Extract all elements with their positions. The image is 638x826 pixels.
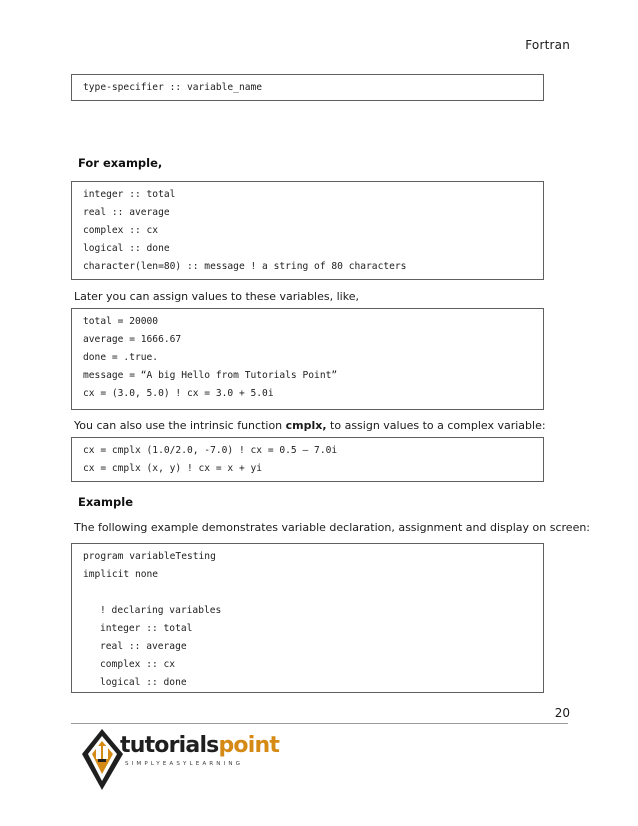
code-line: cx = (3.0, 5.0) ! cx = 3.0 + 5.0i bbox=[83, 388, 274, 399]
code-line: logical :: done bbox=[83, 243, 170, 254]
for-example-heading: For example, bbox=[78, 156, 163, 170]
code-line: complex :: cx bbox=[83, 225, 159, 236]
code-line: logical :: done bbox=[100, 677, 187, 688]
cmplx-intro-paragraph bbox=[74, 419, 546, 432]
code-line-syntax: type-specifier :: variable_name bbox=[83, 82, 263, 93]
code-line: done = .true. bbox=[83, 352, 159, 363]
logo-tagline: SIMPLYEASYLEARNING bbox=[125, 761, 244, 767]
code-line: integer :: total bbox=[83, 189, 176, 200]
cmplx-code-block bbox=[71, 437, 544, 482]
cmplx-intro-text-before: You can also use the intrinsic function bbox=[74, 419, 286, 432]
example-heading: Example bbox=[78, 495, 133, 509]
code-line: complex :: cx bbox=[100, 659, 176, 670]
program-code-block bbox=[71, 543, 544, 693]
example-intro-paragraph: The following example demonstrates variable declaration, assignment and display on screen: bbox=[74, 521, 591, 534]
code-line: average = 1666.67 bbox=[83, 334, 182, 345]
code-line-blank bbox=[83, 584, 543, 602]
code-line: ! declaring variables bbox=[100, 605, 222, 616]
cmplx-intro-bold: cmplx, bbox=[285, 419, 327, 432]
code-line: message = “A big Hello from Tutorials Point” bbox=[83, 370, 338, 381]
assignments-code-block bbox=[71, 308, 544, 410]
cmplx-intro-text-after: to assign values to a complex variable: bbox=[326, 419, 546, 432]
logo-wordmark-part2: point bbox=[218, 733, 280, 758]
logo-wordmark-part1: tutorials bbox=[120, 733, 219, 758]
page-header-title: Fortran bbox=[525, 38, 570, 52]
assign-intro-paragraph: Later you can assign values to these variables, like, bbox=[74, 290, 359, 303]
code-line: total = 20000 bbox=[83, 316, 159, 327]
code-line: implicit none bbox=[83, 569, 159, 580]
code-line: cx = cmplx (x, y) ! cx = x + yi bbox=[83, 463, 263, 474]
code-line: integer :: total bbox=[100, 623, 193, 634]
code-line: real :: average bbox=[100, 641, 187, 652]
code-line: character(len=80) :: message ! a string of 80 characters bbox=[83, 261, 407, 272]
declarations-code-block bbox=[71, 181, 544, 280]
tutorialspoint-logo bbox=[80, 724, 280, 800]
code-line: cx = cmplx (1.0/2.0, -7.0) ! cx = 0.5 – 7.0i bbox=[83, 445, 338, 456]
logo-wordmark bbox=[120, 733, 279, 758]
syntax-code-block bbox=[71, 74, 544, 101]
code-line: program variableTesting bbox=[83, 551, 216, 562]
page-number: 20 bbox=[554, 706, 570, 720]
code-line: real :: average bbox=[83, 207, 170, 218]
